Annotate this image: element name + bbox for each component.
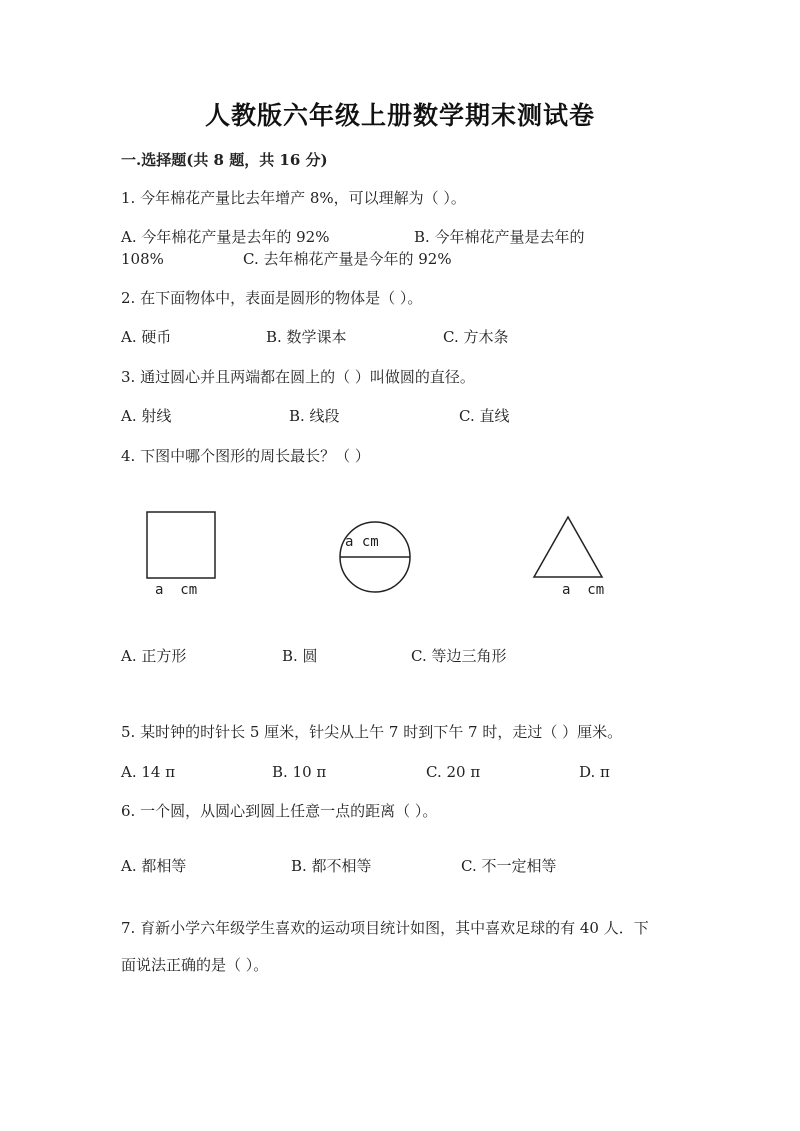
square-shape [147,512,215,578]
q1-option-c: C. 去年棉花产量是今年的 92% [243,250,452,268]
q6-option-c: C. 不一定相等 [461,857,557,875]
square-side-label: a cm [155,582,198,598]
section-heading-choice: 一.选择题(共 8 题，共 16 分) [121,151,328,169]
q4-option-c: C. 等边三角形 [411,647,507,665]
circle-diameter-label: a cm [345,534,379,550]
question-1-stem: 1. 今年棉花产量比去年增产 8%，可以理解为（ ）。 [121,189,466,207]
q5-option-b: B. 10 π [272,763,327,781]
page-title: 人教版六年级上册数学期末测试卷 [204,101,595,130]
triangle-shape [534,517,602,577]
q5-option-c: C. 20 π [426,763,481,781]
q4-figures [140,505,640,615]
q6-option-a: A. 都相等 [121,857,187,875]
q4-option-b: B. 圆 [282,647,318,665]
q5-option-d: D. π [579,763,610,781]
q1-option-b-continued: 108% [121,250,164,268]
q4-option-a: A. 正方形 [121,647,187,665]
q6-option-b: B. 都不相等 [291,857,372,875]
question-7-stem-line-2: 面说法正确的是（ ）。 [121,956,269,974]
q3-option-a: A. 射线 [121,407,172,425]
triangle-side-label: a cm [562,582,605,598]
question-3-stem: 3. 通过圆心并且两端都在圆上的（ ）叫做圆的直径。 [121,368,475,386]
q1-option-a: A. 今年棉花产量是去年的 92% [121,228,330,246]
question-5-stem: 5. 某时钟的时针长 5 厘米，针尖从上午 7 时到下午 7 时，走过（ ）厘米。 [121,723,623,741]
question-7-stem-line-1: 7. 育新小学六年级学生喜欢的运动项目统计如图，其中喜欢足球的有 40 人．下 [121,919,649,937]
q2-option-c: C. 方木条 [443,328,509,346]
q2-option-a: A. 硬币 [121,328,172,346]
question-4-stem: 4. 下图中哪个图形的周长最长？（ ） [121,447,370,465]
question-6-stem: 6. 一个圆，从圆心到圆上任意一点的距离（ ）。 [121,802,438,820]
q2-option-b: B. 数学课本 [266,328,347,346]
q3-option-b: B. 线段 [289,407,340,425]
q1-option-b: B. 今年棉花产量是去年的 [414,228,585,246]
q3-option-c: C. 直线 [459,407,510,425]
q5-option-a: A. 14 π [121,763,176,781]
question-2-stem: 2. 在下面物体中，表面是圆形的物体是（ ）。 [121,289,423,307]
